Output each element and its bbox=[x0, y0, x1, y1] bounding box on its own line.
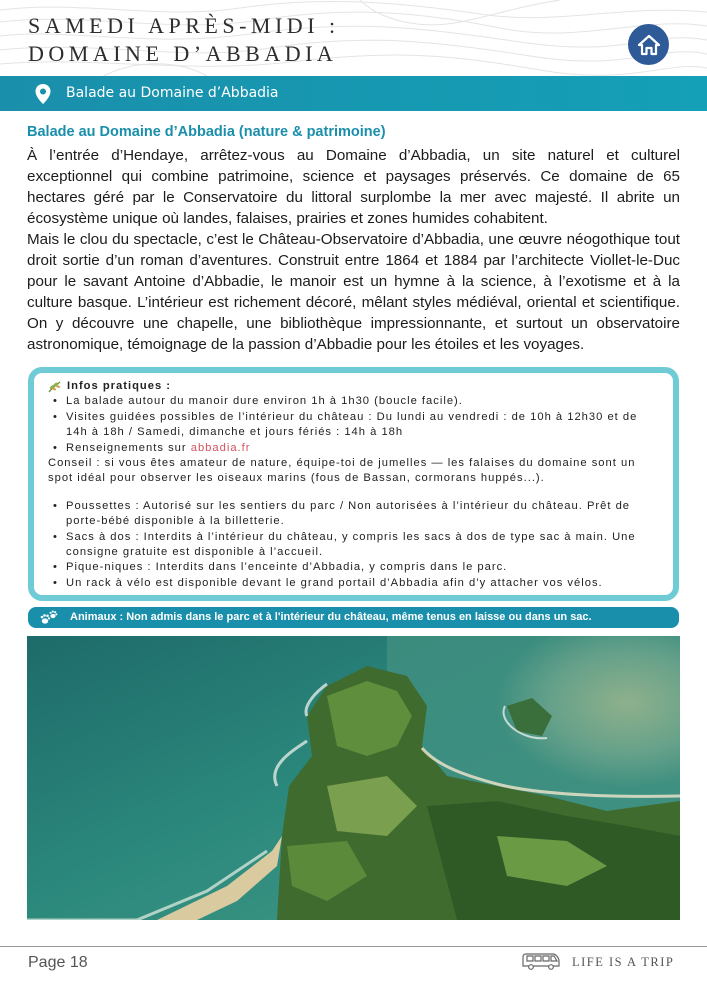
page-title bbox=[28, 12, 340, 68]
aerial-coast-photo bbox=[27, 636, 680, 920]
map-pin-icon bbox=[34, 83, 52, 105]
paw-icon bbox=[40, 610, 58, 626]
home-icon bbox=[637, 34, 661, 56]
body-text bbox=[27, 145, 680, 355]
paragraph-2: Mais le clou du spectacle, c’est le Château-Observatoire d’Abbadia, une œuvre néogothique tout droit sortie d’un roman d’aventures. Construit entre 1864 et 1884 par l’architecte Viollet-le-Duc pour le savant Antoine d’Abbadie, le manoir est un hymne à la science, à l’exotisme et à la culture basque. L’intérieur est richement décoré, mêlant styles médiéval, oriental et scientifique. On y découvre une chapelle, une bibliothèque impressionnante, et surtout un observatoire astronomique, témoignage de la passion d’Abbadie pour les étoiles et les voyages. bbox=[27, 231, 680, 353]
rules-list bbox=[48, 499, 661, 591]
footer-divider bbox=[0, 946, 707, 947]
practical-info-box bbox=[28, 367, 679, 601]
home-button[interactable] bbox=[628, 24, 669, 65]
advice-text: Conseil : si vous êtes amateur de nature, équipe-toi de jumelles — les falaises du domaine sont un spot idéal pour observer les oiseaux marins (fous de Bassan, cormorans huppés...). bbox=[48, 457, 636, 485]
brand-name: LIFE IS A TRIP bbox=[572, 955, 675, 969]
info-heading bbox=[48, 379, 661, 394]
contact-prefix: Renseignements sur bbox=[66, 441, 191, 454]
rule-item: • Un rack à vélo est disponible devant le grand portail d’Abbadia afin d’y attacher vos vélos. bbox=[48, 576, 661, 591]
info-heading-text: Infos pratiques : bbox=[67, 380, 172, 392]
van-icon bbox=[521, 952, 561, 970]
info-list bbox=[48, 394, 661, 456]
title-line-2: DOMAINE D’ABBADIA bbox=[28, 41, 338, 66]
rule-item: • Poussettes : Autorisé sur les sentiers du parc / Non autorisées à l’intérieur du château. Prêt de porte-bébé disponible à la billetterie. bbox=[48, 499, 661, 530]
section-title: Balade au Domaine d’Abbadia (nature & patrimoine) bbox=[27, 124, 386, 140]
animals-notice bbox=[28, 607, 679, 628]
page-number: Page 18 bbox=[28, 954, 88, 971]
section-banner bbox=[0, 76, 707, 111]
animals-text: Animaux : Non admis dans le parc et à l'intérieur du château, même tenus en laisse ou dans un sac. bbox=[70, 611, 592, 623]
banner-label: Balade au Domaine d’Abbadia bbox=[66, 85, 279, 101]
rule-item: • Pique-niques : Interdits dans l’enceinte d’Abbadia, y compris dans le parc. bbox=[48, 560, 661, 575]
info-item-contact bbox=[48, 441, 661, 456]
info-item: • Visites guidées possibles de l’intérieur du château : Du lundi au vendredi : de 10h à 12h30 et de 14h à 18h / Samedi, dimanche et jours fériés : 14h à 18h bbox=[48, 410, 661, 441]
info-item: • La balade autour du manoir dure environ 1h à 1h30 (boucle facile). bbox=[48, 394, 661, 409]
abbadia-link[interactable]: abbadia.fr bbox=[190, 441, 251, 454]
leaf-icon bbox=[48, 380, 62, 393]
paragraph-1: À l’entrée d’Hendaye, arrêtez-vous au Domaine d’Abbadia, un site naturel et culturel exceptionnel qui combine patrimoine, science et paysages préservés. Ce domaine de 65 hectares géré par le Conservatoire du littoral surplombe la mer avec majesté. Il abrite un écosystème unique où landes, falaises, prairies et zones humides cohabitent. bbox=[27, 147, 680, 227]
rule-item: • Sacs à dos : Interdits à l’intérieur du château, y compris les sacs à dos de type sac à main. Une consigne gratuite est disponible à l’accueil. bbox=[48, 530, 661, 561]
title-line-1: SAMEDI APRÈS-MIDI : bbox=[28, 13, 340, 38]
